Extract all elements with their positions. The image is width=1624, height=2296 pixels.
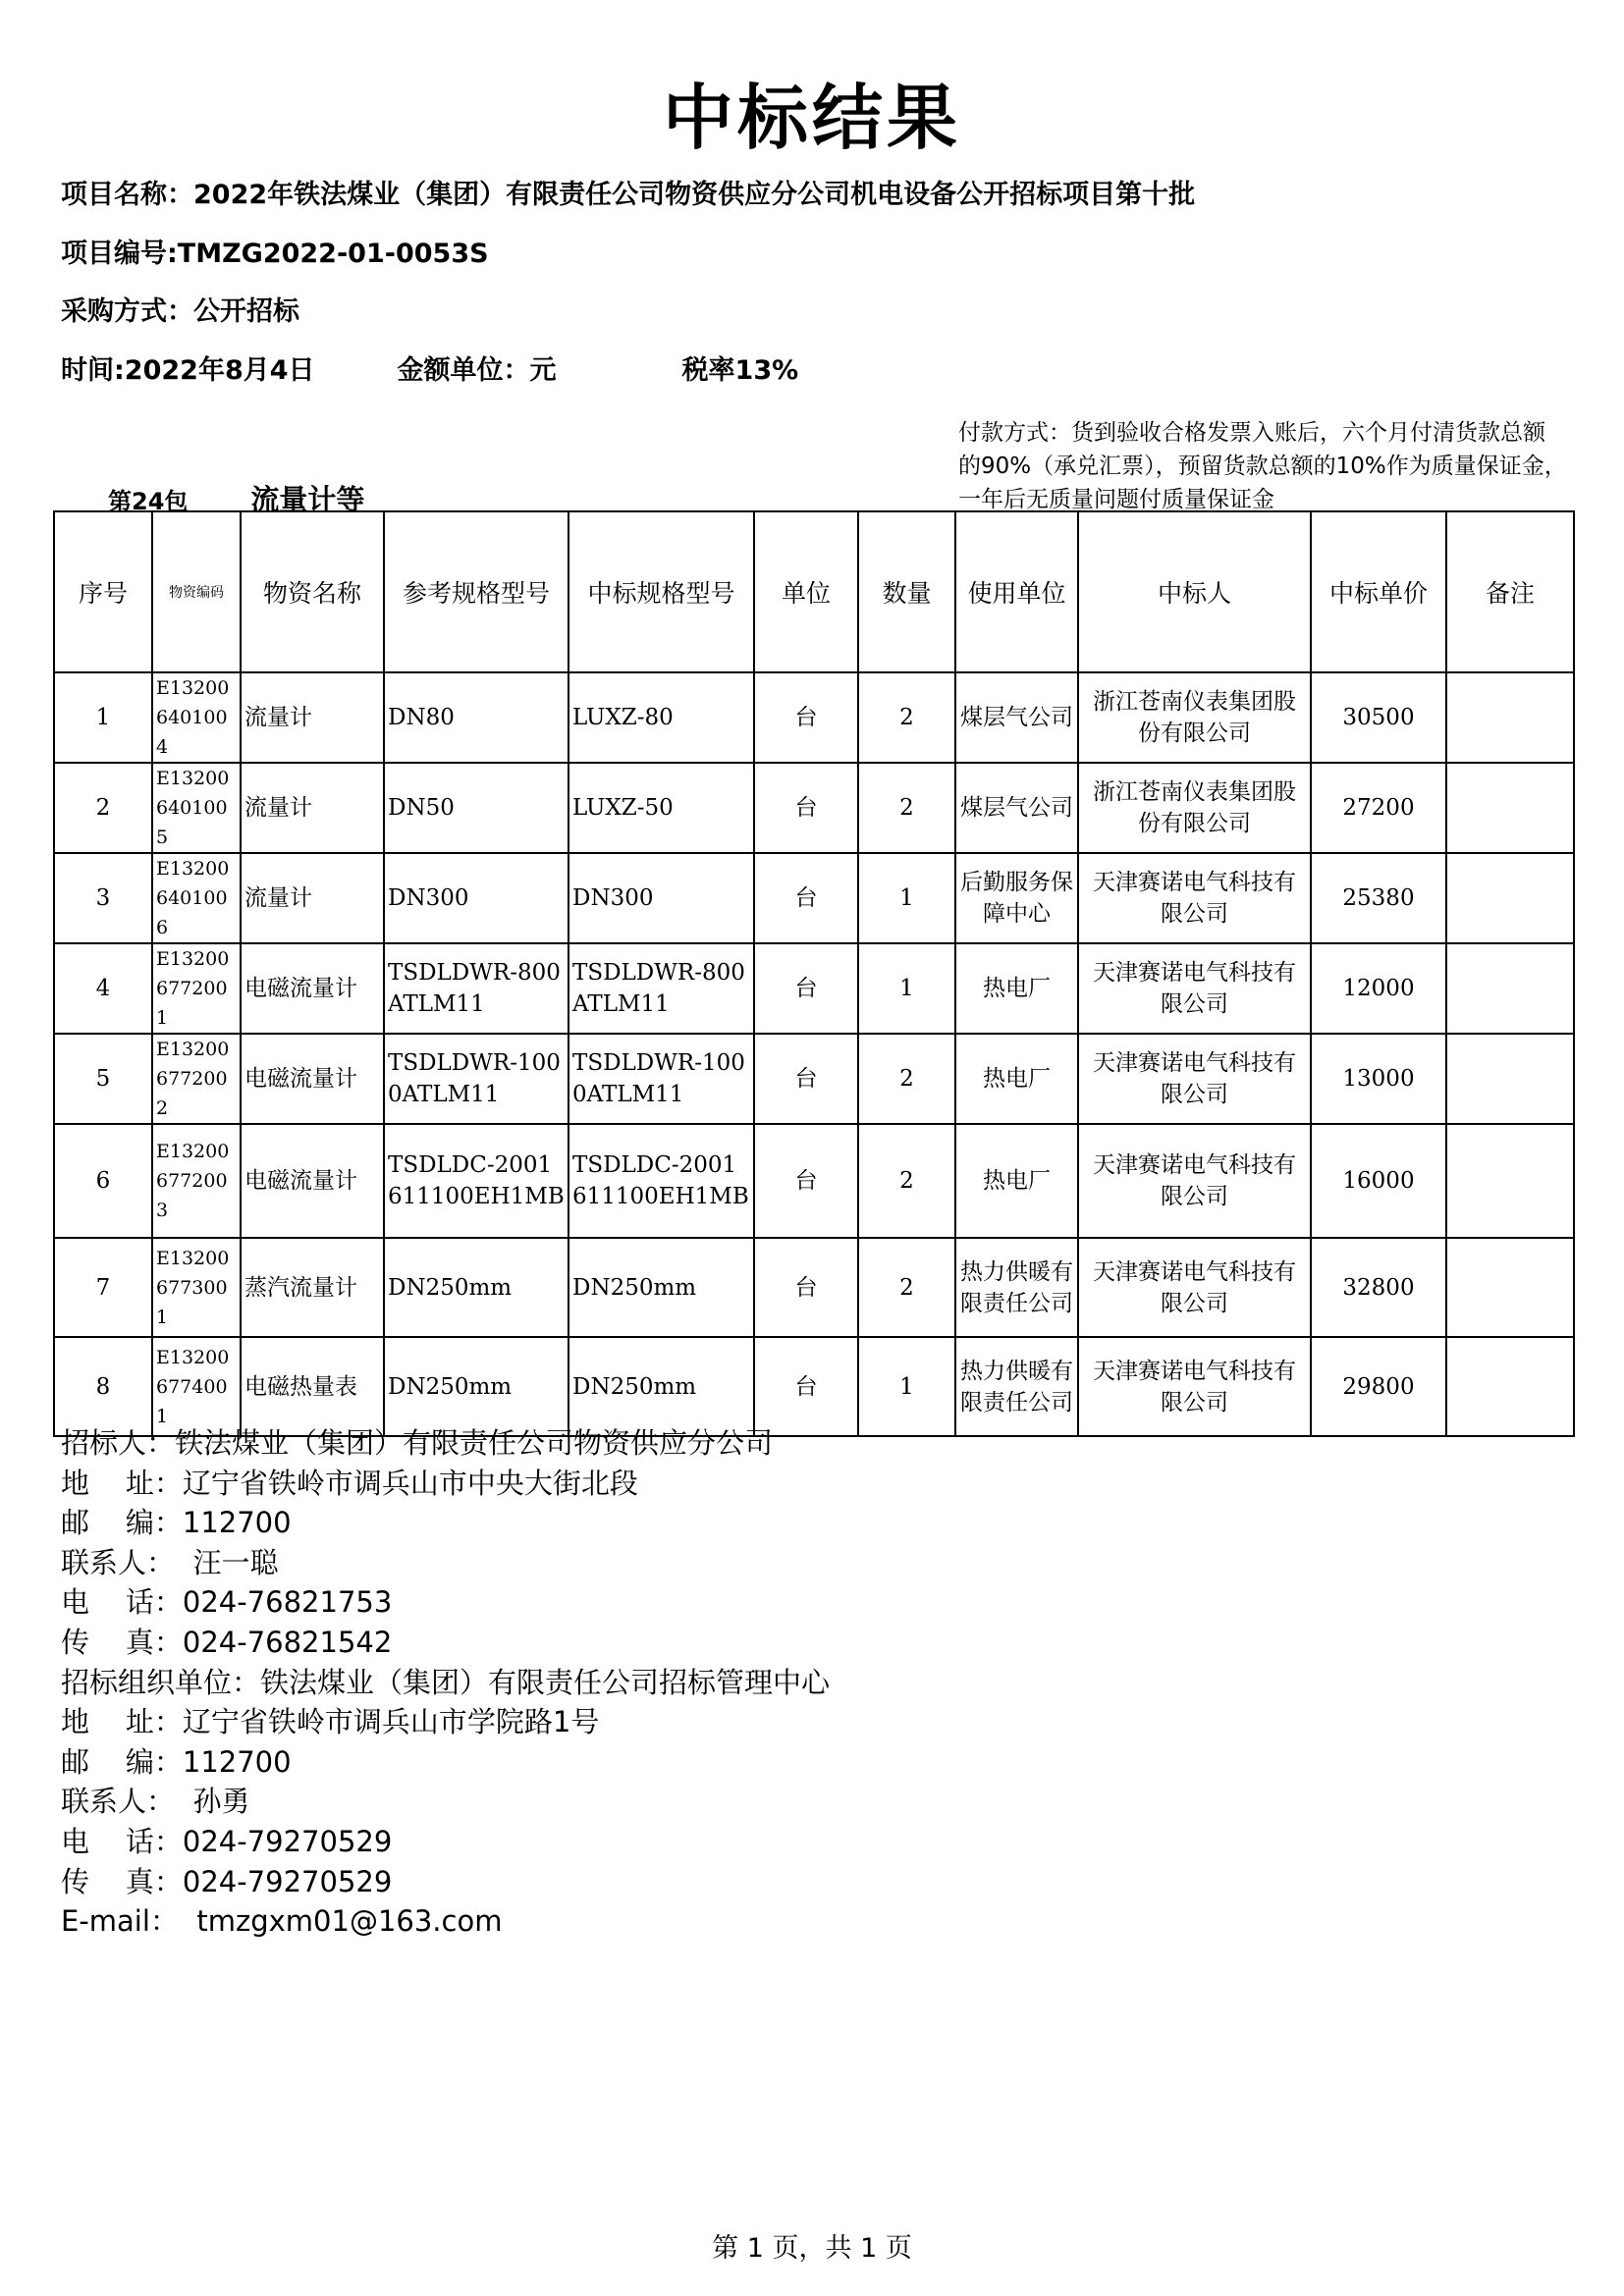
- cell-ref-spec: DN300: [384, 853, 568, 943]
- contact-row: [61, 1862, 830, 1902]
- procurement-method: 采购方式：公开招标: [61, 296, 299, 327]
- cell-user-unit: 热电厂: [955, 1124, 1078, 1238]
- cell-unit: 台: [754, 853, 858, 943]
- cell-user-unit: 热电厂: [955, 1034, 1078, 1124]
- cell-ref-spec: TSDLDC-2001611100EH1MB: [384, 1124, 568, 1238]
- table-row: [54, 943, 1574, 1034]
- header-user-unit: 使用单位: [955, 511, 1078, 672]
- cell-unit: 台: [754, 1124, 858, 1238]
- cell-ref-spec: DN250mm: [384, 1337, 568, 1436]
- cell-award-spec: LUXZ-80: [568, 672, 754, 763]
- header-index: 序号: [54, 511, 152, 672]
- cell-unit-price: 30500: [1311, 672, 1446, 763]
- contact-value: 铁法煤业（集团）有限责任公司招标管理中心: [260, 1665, 831, 1699]
- cell-unit-price: 12000: [1311, 943, 1446, 1034]
- cell-material-code: E132006401005: [152, 763, 241, 853]
- contact-label: 电 话：: [61, 1824, 183, 1858]
- header-unit: 单位: [754, 511, 858, 672]
- cell-user-unit: 热力供暖有限责任公司: [955, 1238, 1078, 1337]
- cell-material-name: 流量计: [241, 672, 384, 763]
- contact-row: [61, 1702, 830, 1742]
- page-title: 中标结果: [662, 77, 961, 159]
- cell-unit: 台: [754, 1337, 858, 1436]
- table-row: [54, 1337, 1574, 1436]
- cell-quantity: 1: [858, 943, 955, 1034]
- cell-award-spec: TSDLDC-2001611100EH1MB: [568, 1124, 754, 1238]
- header-remark: 备注: [1446, 511, 1574, 672]
- cell-index: 3: [54, 853, 152, 943]
- cell-material-name: 电磁流量计: [241, 943, 384, 1034]
- cell-unit-price: 13000: [1311, 1034, 1446, 1124]
- cell-winner: 天津赛诺电气科技有限公司: [1078, 1034, 1311, 1124]
- cell-quantity: 2: [858, 1124, 955, 1238]
- cell-unit-price: 32800: [1311, 1238, 1446, 1337]
- contact-label: E-mail：: [61, 1904, 179, 1939]
- cell-quantity: 1: [858, 1337, 955, 1436]
- contact-row: [61, 1464, 830, 1504]
- contact-row: [61, 1663, 830, 1703]
- contact-label: 地 址：: [61, 1466, 183, 1500]
- cell-award-spec: LUXZ-50: [568, 763, 754, 853]
- contact-label: 联系人：: [61, 1785, 176, 1819]
- contact-label: 邮 编：: [61, 1506, 183, 1540]
- cell-unit-price: 29800: [1311, 1337, 1446, 1436]
- cell-material-code: E132006401004: [152, 672, 241, 763]
- contact-value: 024-79270529: [182, 1864, 393, 1898]
- contact-row: [61, 1503, 830, 1543]
- table-row: [54, 1238, 1574, 1337]
- cell-user-unit: 煤层气公司: [955, 672, 1078, 763]
- header-winner: 中标人: [1078, 511, 1311, 672]
- cell-winner: 天津赛诺电气科技有限公司: [1078, 1337, 1311, 1436]
- contact-value: 112700: [182, 1506, 292, 1540]
- header-quantity: 数量: [858, 511, 955, 672]
- cell-index: 6: [54, 1124, 152, 1238]
- cell-winner: 浙江苍南仪表集团股份有限公司: [1078, 672, 1311, 763]
- contact-label: 招标组织单位：: [61, 1665, 261, 1699]
- contact-label: 电 话：: [61, 1585, 183, 1620]
- table-row: [54, 853, 1574, 943]
- cell-winner: 天津赛诺电气科技有限公司: [1078, 1238, 1311, 1337]
- cell-index: 1: [54, 672, 152, 763]
- cell-award-spec: DN250mm: [568, 1337, 754, 1436]
- table-header-row: [54, 511, 1574, 672]
- cell-ref-spec: TSDLDWR-800ATLM11: [384, 943, 568, 1034]
- cell-user-unit: 后勤服务保障中心: [955, 853, 1078, 943]
- cell-ref-spec: DN250mm: [384, 1238, 568, 1337]
- table-row: [54, 1034, 1574, 1124]
- cell-index: 5: [54, 1034, 152, 1124]
- cell-winner: 天津赛诺电气科技有限公司: [1078, 943, 1311, 1034]
- cell-material-code: E132006772003: [152, 1124, 241, 1238]
- publish-date: 时间:2022年8月4日: [61, 355, 315, 386]
- contact-row: [61, 1742, 830, 1783]
- cell-remark: [1446, 763, 1574, 853]
- cell-unit-price: 16000: [1311, 1124, 1446, 1238]
- contact-value: 辽宁省铁岭市调兵山市学院路1号: [182, 1705, 600, 1739]
- contact-row: [61, 1543, 830, 1583]
- table-row: [54, 1124, 1574, 1238]
- cell-remark: [1446, 1238, 1574, 1337]
- cell-ref-spec: TSDLDWR-1000ATLM11: [384, 1034, 568, 1124]
- cell-award-spec: DN300: [568, 853, 754, 943]
- cell-quantity: 1: [858, 853, 955, 943]
- cell-quantity: 2: [858, 672, 955, 763]
- contact-label: 地 址：: [61, 1705, 183, 1739]
- contact-value: 112700: [182, 1744, 292, 1779]
- cell-material-code: E132006773001: [152, 1238, 241, 1337]
- header-material-code: 物资编码: [152, 511, 241, 672]
- cell-index: 8: [54, 1337, 152, 1436]
- cell-material-code: E132006772002: [152, 1034, 241, 1124]
- cell-winner: 天津赛诺电气科技有限公司: [1078, 1124, 1311, 1238]
- cell-unit: 台: [754, 763, 858, 853]
- cell-unit: 台: [754, 672, 858, 763]
- cell-remark: [1446, 1337, 1574, 1436]
- tax-rate: 税率13%: [681, 355, 799, 386]
- contact-label: 传 真：: [61, 1625, 183, 1659]
- cell-award-spec: TSDLDWR-800ATLM11: [568, 943, 754, 1034]
- contact-value: 024-79270529: [182, 1824, 393, 1858]
- cell-material-code: E132006772001: [152, 943, 241, 1034]
- contact-value: tmzgxm01@163.com: [178, 1904, 503, 1939]
- cell-remark: [1446, 943, 1574, 1034]
- package-number: 第24包: [108, 488, 189, 515]
- contact-label: 邮 编：: [61, 1744, 183, 1779]
- cell-user-unit: 热力供暖有限责任公司: [955, 1337, 1078, 1436]
- contact-value: 024-76821542: [182, 1625, 393, 1659]
- cell-index: 7: [54, 1238, 152, 1337]
- contact-value: 汪一聪: [175, 1545, 279, 1579]
- contact-label: 传 真：: [61, 1864, 183, 1898]
- cell-remark: [1446, 853, 1574, 943]
- contact-value: 024-76821753: [182, 1585, 393, 1620]
- cell-material-name: 电磁流量计: [241, 1124, 384, 1238]
- cell-material-name: 蒸汽流量计: [241, 1238, 384, 1337]
- cell-material-name: 流量计: [241, 763, 384, 853]
- cell-unit: 台: [754, 1034, 858, 1124]
- page-footer: 第 1 页，共 1 页: [712, 2233, 912, 2264]
- contact-row: [61, 1582, 830, 1623]
- contact-row: [61, 1423, 830, 1464]
- cell-user-unit: 煤层气公司: [955, 763, 1078, 853]
- contact-row: [61, 1901, 830, 1942]
- cell-ref-spec: DN50: [384, 763, 568, 853]
- cell-quantity: 2: [858, 1034, 955, 1124]
- cell-remark: [1446, 1124, 1574, 1238]
- contact-label: 联系人：: [61, 1545, 176, 1579]
- currency-unit: 金额单位：元: [397, 355, 557, 386]
- cell-remark: [1446, 672, 1574, 763]
- cell-user-unit: 热电厂: [955, 943, 1078, 1034]
- cell-unit: 台: [754, 1238, 858, 1337]
- cell-unit: 台: [754, 943, 858, 1034]
- cell-material-name: 电磁流量计: [241, 1034, 384, 1124]
- cell-unit-price: 25380: [1311, 853, 1446, 943]
- contact-value: 孙勇: [175, 1785, 250, 1819]
- header-material-name: 物资名称: [241, 511, 384, 672]
- package-name: 流量计等: [250, 483, 365, 516]
- cell-quantity: 2: [858, 1238, 955, 1337]
- cell-quantity: 2: [858, 763, 955, 853]
- contact-block: [61, 1423, 830, 1942]
- contact-row: [61, 1782, 830, 1822]
- award-table: [53, 510, 1575, 1437]
- cell-material-name: 流量计: [241, 853, 384, 943]
- contact-label: 招标人：: [61, 1426, 176, 1460]
- project-code: 项目编号:TMZG2022-01-0053S: [61, 239, 489, 269]
- cell-award-spec: TSDLDWR-1000ATLM11: [568, 1034, 754, 1124]
- header-ref-spec: 参考规格型号: [384, 511, 568, 672]
- project-name: 项目名称：2022年铁法煤业（集团）有限责任公司物资供应分公司机电设备公开招标项目第十批: [61, 180, 1196, 210]
- contact-row: [61, 1822, 830, 1862]
- header-unit-price: 中标单价: [1311, 511, 1446, 672]
- cell-material-name: 电磁热量表: [241, 1337, 384, 1436]
- cell-remark: [1446, 1034, 1574, 1124]
- header-award-spec: 中标规格型号: [568, 511, 754, 672]
- cell-unit-price: 27200: [1311, 763, 1446, 853]
- cell-material-code: E132006401006: [152, 853, 241, 943]
- table-row: [54, 672, 1574, 763]
- contact-value: 铁法煤业（集团）有限责任公司物资供应分公司: [175, 1426, 774, 1460]
- cell-winner: 浙江苍南仪表集团股份有限公司: [1078, 763, 1311, 853]
- cell-index: 2: [54, 763, 152, 853]
- cell-material-code: E132006774001: [152, 1337, 241, 1436]
- contact-value: 辽宁省铁岭市调兵山市中央大街北段: [182, 1466, 638, 1500]
- cell-index: 4: [54, 943, 152, 1034]
- date-line: [61, 348, 798, 387]
- cell-award-spec: DN250mm: [568, 1238, 754, 1337]
- contact-row: [61, 1623, 830, 1663]
- cell-ref-spec: DN80: [384, 672, 568, 763]
- payment-terms: 付款方式：货到验收合格发票入账后，六个月付清货款总额的90%（承兑汇票），预留货款总额的10%作为质量保证金，一年后无质量问题付质量保证金: [958, 420, 1567, 512]
- table-row: [54, 763, 1574, 853]
- cell-winner: 天津赛诺电气科技有限公司: [1078, 853, 1311, 943]
